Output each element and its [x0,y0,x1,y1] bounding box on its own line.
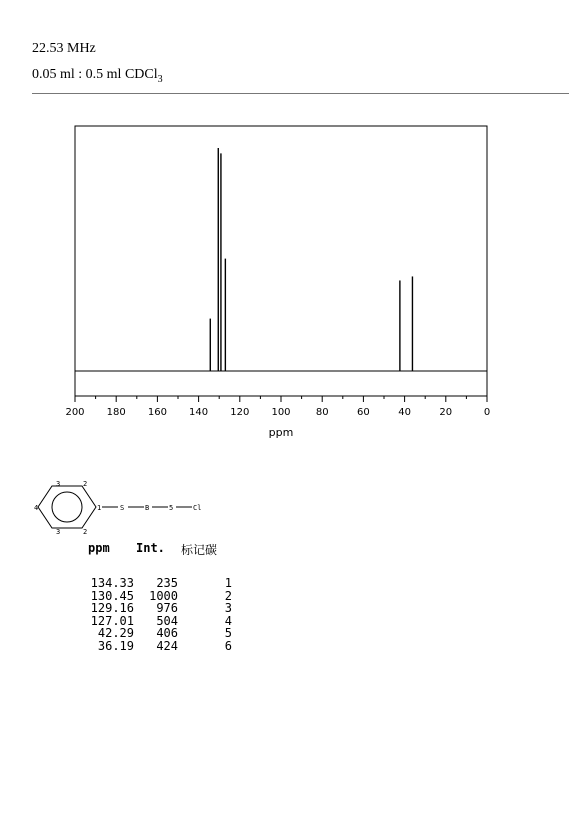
x-tick-label: 140 [189,407,209,418]
atom-label: Cl [193,504,202,512]
carbon-cell: 4 [224,613,232,628]
x-tick-label: 180 [106,407,126,418]
atom-label: 4 [34,504,39,512]
ppm-column-header: ppm [88,541,110,555]
intensity-cell: 406 [156,626,178,640]
ppm-cell: 129.16 [90,601,134,615]
x-axis-label: ppm [268,426,294,439]
x-tick-label: 0 [483,407,491,418]
intensity-column-header: Int. [136,541,165,555]
carbon-cell: 3 [224,601,232,615]
carbon-cell: 5 [224,626,232,640]
ppm-cell: 127.01 [90,613,134,628]
x-tick-label: 40 [398,407,411,418]
carbon-column-header: 标记碳 [181,543,218,557]
x-tick-label: 100 [271,407,291,418]
x-tick-label: 160 [147,407,167,418]
plot-frame [75,126,487,396]
atom-label: 3 [56,528,61,536]
ppm-cell: 36.19 [97,638,134,653]
carbon-cell: 6 [224,638,232,653]
intensity-cell: 976 [156,601,178,615]
x-tick-label: 200 [65,407,85,418]
atom-label: 2 [83,528,88,536]
x-tick-label: 20 [439,407,453,418]
intensity-cell: 235 [156,576,178,590]
ppm-cell: 42.29 [97,626,134,640]
ppm-cell: 130.45 [90,588,134,603]
aromatic-circle [52,492,82,522]
x-tick-label: 80 [315,407,329,418]
sample-concentration-text: 0.05 ml : 0.5 ml CDCl [32,67,158,82]
peaks-layer [210,148,412,371]
carbon-cell: 2 [224,588,232,603]
x-axis-ticks [65,396,490,418]
intensity-cell: 504 [156,613,178,628]
intensity-cell: 1000 [149,588,178,603]
atom-label: 3 [56,480,61,488]
atom-label: 1 [97,504,102,512]
molecule-structure [36,470,236,540]
atom-label: 2 [83,480,88,488]
ppm-cell: 134.33 [90,576,134,590]
atom-label: 5 [169,504,174,512]
atom-label: B [145,504,150,512]
x-tick-label: 120 [230,407,250,418]
x-tick-label: 60 [357,407,370,418]
carbon-cell: 1 [224,576,232,590]
spectrometer-frequency: 22.53 MHz [32,41,96,56]
atom-label: S [120,504,125,512]
sample-subscript: 3 [157,73,163,85]
intensity-cell: 424 [156,638,178,653]
